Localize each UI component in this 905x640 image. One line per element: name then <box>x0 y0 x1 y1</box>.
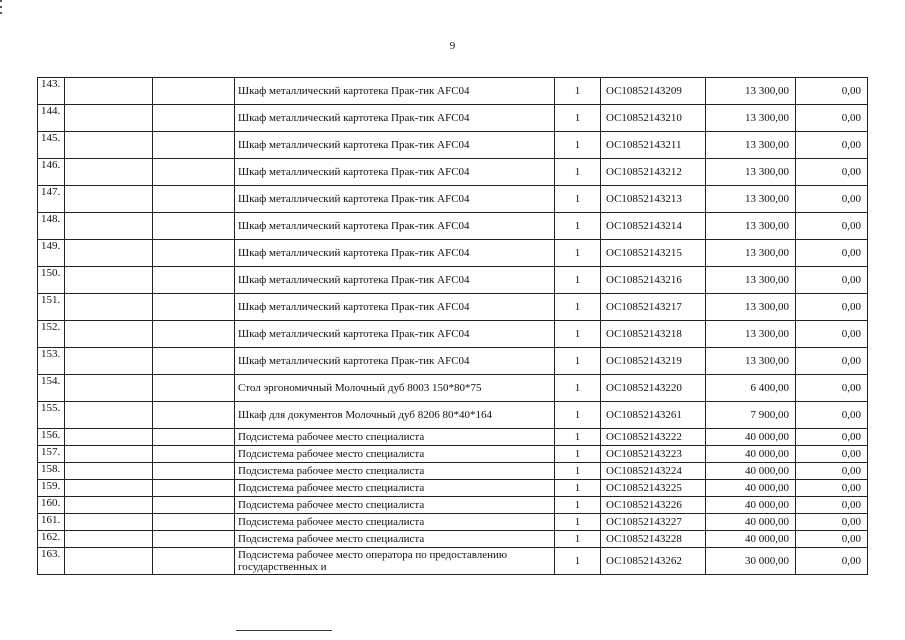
item-quantity: 1 <box>555 213 601 240</box>
item-name: Подсистема рабочее место оператора по предоставлению государственных и <box>235 548 555 575</box>
blank-cell <box>153 294 235 321</box>
blank-cell <box>153 186 235 213</box>
item-name: Подсистема рабочее место специалиста <box>235 446 555 463</box>
item-cost: 40 000,00 <box>706 497 796 514</box>
inventory-code: ОС10852143209 <box>601 78 706 105</box>
row-number: 145. <box>38 132 65 159</box>
residual-value: 0,00 <box>796 514 868 531</box>
table-row <box>38 429 868 446</box>
item-name: Подсистема рабочее место специалиста <box>235 429 555 446</box>
item-quantity: 1 <box>555 402 601 429</box>
item-cost: 13 300,00 <box>706 132 796 159</box>
inventory-code: ОС10852143213 <box>601 186 706 213</box>
table-row <box>38 446 868 463</box>
residual-value: 0,00 <box>796 78 868 105</box>
table-row <box>38 267 868 294</box>
blank-cell <box>153 497 235 514</box>
row-number: 158. <box>38 463 65 480</box>
table-row <box>38 348 868 375</box>
residual-value: 0,00 <box>796 375 868 402</box>
item-quantity: 1 <box>555 321 601 348</box>
table-row <box>38 321 868 348</box>
item-cost: 13 300,00 <box>706 186 796 213</box>
item-name: Подсистема рабочее место специалиста <box>235 497 555 514</box>
blank-cell <box>65 159 153 186</box>
item-cost: 40 000,00 <box>706 514 796 531</box>
blank-cell <box>65 213 153 240</box>
item-quantity: 1 <box>555 375 601 402</box>
inventory-code: ОС10852143215 <box>601 240 706 267</box>
blank-cell <box>153 348 235 375</box>
blank-cell <box>65 240 153 267</box>
item-cost: 40 000,00 <box>706 429 796 446</box>
item-name: Подсистема рабочее место специалиста <box>235 463 555 480</box>
inventory-code: ОС10852143218 <box>601 321 706 348</box>
row-number: 152. <box>38 321 65 348</box>
blank-cell <box>65 514 153 531</box>
item-name: Подсистема рабочее место специалиста <box>235 531 555 548</box>
inventory-code: ОС10852143219 <box>601 348 706 375</box>
table-row <box>38 213 868 240</box>
inventory-code: ОС10852143211 <box>601 132 706 159</box>
row-number: 144. <box>38 105 65 132</box>
blank-cell <box>65 321 153 348</box>
blank-cell <box>65 348 153 375</box>
residual-value: 0,00 <box>796 531 868 548</box>
item-cost: 13 300,00 <box>706 105 796 132</box>
table-row <box>38 375 868 402</box>
blank-cell <box>65 497 153 514</box>
page-number: 9 <box>449 40 456 52</box>
inventory-code: ОС10852143226 <box>601 497 706 514</box>
item-cost: 13 300,00 <box>706 213 796 240</box>
blank-cell <box>153 321 235 348</box>
row-number: 149. <box>38 240 65 267</box>
item-name: Шкаф металлический картотека Прак-тик AFC04 <box>235 240 555 267</box>
table-row <box>38 240 868 267</box>
blank-cell <box>65 446 153 463</box>
residual-value: 0,00 <box>796 429 868 446</box>
row-number: 156. <box>38 429 65 446</box>
item-quantity: 1 <box>555 105 601 132</box>
inventory-code: ОС10852143220 <box>601 375 706 402</box>
row-number: 161. <box>38 514 65 531</box>
item-cost: 13 300,00 <box>706 267 796 294</box>
blank-cell <box>153 240 235 267</box>
row-number: 160. <box>38 497 65 514</box>
row-number: 151. <box>38 294 65 321</box>
blank-cell <box>65 105 153 132</box>
blank-cell <box>65 480 153 497</box>
residual-value: 0,00 <box>796 402 868 429</box>
inventory-code: ОС10852143225 <box>601 480 706 497</box>
residual-value: 0,00 <box>796 240 868 267</box>
item-name: Шкаф для документов Молочный дуб 8206 80*40*164 <box>235 402 555 429</box>
inventory-code: ОС10852143222 <box>601 429 706 446</box>
blank-cell <box>153 402 235 429</box>
residual-value: 0,00 <box>796 321 868 348</box>
table-row <box>38 105 868 132</box>
item-cost: 30 000,00 <box>706 548 796 575</box>
blank-cell <box>65 548 153 575</box>
blank-cell <box>65 402 153 429</box>
item-name: Шкаф металлический картотека Прак-тик AFC04 <box>235 78 555 105</box>
item-quantity: 1 <box>555 267 601 294</box>
row-number: 155. <box>38 402 65 429</box>
row-number: 153. <box>38 348 65 375</box>
blank-cell <box>153 375 235 402</box>
item-cost: 13 300,00 <box>706 321 796 348</box>
row-number: 163. <box>38 548 65 575</box>
item-quantity: 1 <box>555 78 601 105</box>
item-name: Подсистема рабочее место специалиста <box>235 480 555 497</box>
blank-cell <box>65 132 153 159</box>
item-cost: 7 900,00 <box>706 402 796 429</box>
item-name: Шкаф металлический картотека Прак-тик AFC04 <box>235 159 555 186</box>
item-cost: 40 000,00 <box>706 480 796 497</box>
inventory-code: ОС10852143212 <box>601 159 706 186</box>
inventory-code: ОС10852143217 <box>601 294 706 321</box>
row-number: 147. <box>38 186 65 213</box>
residual-value: 0,00 <box>796 294 868 321</box>
scan-mark <box>0 0 2 22</box>
item-quantity: 1 <box>555 497 601 514</box>
item-quantity: 1 <box>555 463 601 480</box>
blank-cell <box>65 531 153 548</box>
residual-value: 0,00 <box>796 497 868 514</box>
blank-cell <box>65 375 153 402</box>
item-cost: 13 300,00 <box>706 78 796 105</box>
blank-cell <box>153 480 235 497</box>
blank-cell <box>153 446 235 463</box>
blank-cell <box>153 213 235 240</box>
row-number: 159. <box>38 480 65 497</box>
inventory-table <box>37 77 868 575</box>
item-quantity: 1 <box>555 240 601 267</box>
residual-value: 0,00 <box>796 186 868 213</box>
inventory-code: ОС10852143227 <box>601 514 706 531</box>
blank-cell <box>153 159 235 186</box>
blank-cell <box>65 78 153 105</box>
item-quantity: 1 <box>555 186 601 213</box>
blank-cell <box>65 267 153 294</box>
inventory-code: ОС10852143224 <box>601 463 706 480</box>
item-cost: 13 300,00 <box>706 294 796 321</box>
item-name: Шкаф металлический картотека Прак-тик AFC04 <box>235 294 555 321</box>
table-row <box>38 514 868 531</box>
inventory-code: ОС10852143262 <box>601 548 706 575</box>
blank-cell <box>65 429 153 446</box>
item-name: Шкаф металлический картотека Прак-тик AFC04 <box>235 105 555 132</box>
item-quantity: 1 <box>555 429 601 446</box>
table-body <box>38 78 868 575</box>
blank-cell <box>153 132 235 159</box>
row-number: 148. <box>38 213 65 240</box>
table-row <box>38 294 868 321</box>
item-name: Шкаф металлический картотека Прак-тик AFC04 <box>235 213 555 240</box>
table-row <box>38 132 868 159</box>
residual-value: 0,00 <box>796 159 868 186</box>
row-number: 162. <box>38 531 65 548</box>
table-row <box>38 402 868 429</box>
item-name: Шкаф металлический картотека Прак-тик AFC04 <box>235 132 555 159</box>
residual-value: 0,00 <box>796 480 868 497</box>
blank-cell <box>153 548 235 575</box>
table-row <box>38 548 868 575</box>
item-name: Стол эргономичный Молочный дуб 8003 150*80*75 <box>235 375 555 402</box>
item-name: Шкаф металлический картотека Прак-тик AFC04 <box>235 348 555 375</box>
table-row <box>38 159 868 186</box>
item-quantity: 1 <box>555 132 601 159</box>
item-name: Шкаф металлический картотека Прак-тик AFC04 <box>235 321 555 348</box>
row-number: 143. <box>38 78 65 105</box>
blank-cell <box>65 463 153 480</box>
table-row <box>38 497 868 514</box>
inventory-code: ОС10852143223 <box>601 446 706 463</box>
item-cost: 40 000,00 <box>706 463 796 480</box>
residual-value: 0,00 <box>796 213 868 240</box>
item-name: Подсистема рабочее место специалиста <box>235 514 555 531</box>
blank-cell <box>153 267 235 294</box>
item-cost: 6 400,00 <box>706 375 796 402</box>
inventory-code: ОС10852143216 <box>601 267 706 294</box>
item-name: Шкаф металлический картотека Прак-тик AFC04 <box>235 267 555 294</box>
row-number: 157. <box>38 446 65 463</box>
blank-cell <box>65 186 153 213</box>
item-cost: 13 300,00 <box>706 348 796 375</box>
item-cost: 40 000,00 <box>706 446 796 463</box>
residual-value: 0,00 <box>796 105 868 132</box>
table-row <box>38 480 868 497</box>
table-row <box>38 531 868 548</box>
blank-cell <box>153 463 235 480</box>
blank-cell <box>153 429 235 446</box>
table-row <box>38 186 868 213</box>
residual-value: 0,00 <box>796 548 868 575</box>
blank-cell <box>153 78 235 105</box>
item-quantity: 1 <box>555 514 601 531</box>
row-number: 146. <box>38 159 65 186</box>
item-quantity: 1 <box>555 348 601 375</box>
inventory-code: ОС10852143210 <box>601 105 706 132</box>
inventory-code: ОС10852143214 <box>601 213 706 240</box>
item-quantity: 1 <box>555 446 601 463</box>
item-quantity: 1 <box>555 480 601 497</box>
blank-cell <box>153 105 235 132</box>
item-quantity: 1 <box>555 531 601 548</box>
row-number: 154. <box>38 375 65 402</box>
row-number: 150. <box>38 267 65 294</box>
item-cost: 13 300,00 <box>706 240 796 267</box>
footnote-separator <box>236 630 332 631</box>
item-quantity: 1 <box>555 548 601 575</box>
inventory-code: ОС10852143228 <box>601 531 706 548</box>
table-row <box>38 78 868 105</box>
residual-value: 0,00 <box>796 446 868 463</box>
residual-value: 0,00 <box>796 132 868 159</box>
blank-cell <box>65 294 153 321</box>
inventory-code: ОС10852143261 <box>601 402 706 429</box>
blank-cell <box>153 514 235 531</box>
blank-cell <box>153 531 235 548</box>
item-quantity: 1 <box>555 159 601 186</box>
table-row <box>38 463 868 480</box>
residual-value: 0,00 <box>796 267 868 294</box>
item-name: Шкаф металлический картотека Прак-тик AFC04 <box>235 186 555 213</box>
item-cost: 13 300,00 <box>706 159 796 186</box>
item-quantity: 1 <box>555 294 601 321</box>
item-cost: 40 000,00 <box>706 531 796 548</box>
residual-value: 0,00 <box>796 463 868 480</box>
residual-value: 0,00 <box>796 348 868 375</box>
